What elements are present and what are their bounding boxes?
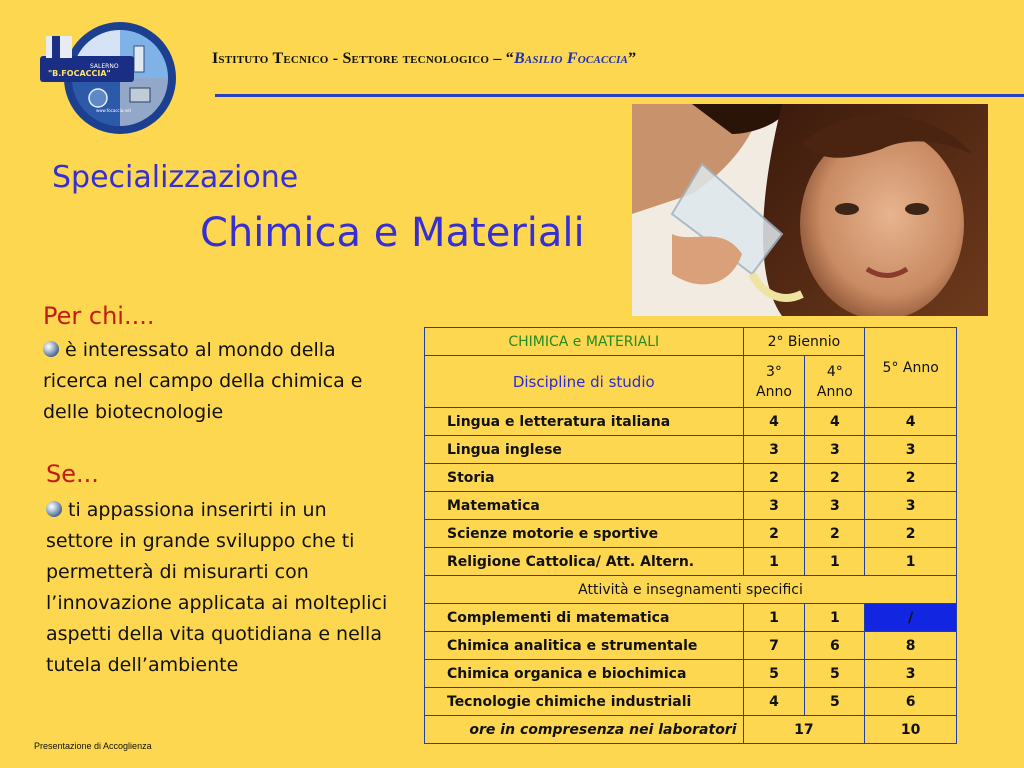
biennio-header: 2° Biennio bbox=[743, 328, 865, 356]
fifth-year-hours: 1 bbox=[865, 548, 957, 576]
fifth-year-hours: 3 bbox=[865, 492, 957, 520]
fifth-year-hours: 8 bbox=[865, 632, 957, 660]
subject-cell: Tecnologie chimiche industriali bbox=[425, 688, 744, 716]
subject-cell: Chimica analitica e strumentale bbox=[425, 632, 744, 660]
students-lab-photo bbox=[632, 104, 988, 316]
table-row bbox=[425, 464, 957, 492]
school-name: Basilio Focaccia bbox=[513, 50, 629, 67]
se-title: Se... bbox=[46, 460, 99, 488]
disciplines-header: Discipline di studio bbox=[425, 356, 744, 408]
table-row bbox=[425, 548, 957, 576]
table-row bbox=[425, 436, 957, 464]
table-row bbox=[425, 520, 957, 548]
fourth-year-hours: 4 bbox=[805, 408, 865, 436]
specific-subjects bbox=[425, 604, 957, 716]
fourth-year-hours: 2 bbox=[805, 520, 865, 548]
title-prefix: Istituto Tecnico - Settore tecnologico – “ bbox=[212, 50, 514, 67]
lab-hours-fifth: 10 bbox=[865, 716, 957, 744]
specific-label-row bbox=[425, 576, 957, 604]
third-year-hours: 3 bbox=[743, 492, 805, 520]
third-year-hours: 7 bbox=[743, 632, 805, 660]
table-row bbox=[425, 688, 957, 716]
common-subjects bbox=[425, 408, 957, 576]
table-row bbox=[425, 632, 957, 660]
specific-label: Attività e insegnamenti specifici bbox=[425, 576, 957, 604]
se-body: ti appassiona inserirti in un settore in grande sviluppo che ti permetterà di misurarti con l’innovazione applicata ai molteplici aspetti della vita quotidiana e nella tutela dell’ambiente bbox=[46, 499, 388, 676]
table-row bbox=[425, 492, 957, 520]
fifth-year-hours: 3 bbox=[865, 436, 957, 464]
fourth-year-hours: 1 bbox=[805, 604, 865, 632]
svg-text:SALERNO: SALERNO bbox=[90, 63, 119, 70]
fourth-year-header: 4° Anno bbox=[805, 356, 865, 408]
third-year-hours: 1 bbox=[743, 548, 805, 576]
subject-cell: Lingua inglese bbox=[425, 436, 744, 464]
fourth-year-hours: 5 bbox=[805, 660, 865, 688]
subject-cell: Religione Cattolica/ Att. Altern. bbox=[425, 548, 744, 576]
svg-text:www.focaccia.net: www.focaccia.net bbox=[96, 108, 132, 113]
table-row bbox=[425, 660, 957, 688]
subject-cell: Complementi di matematica bbox=[425, 604, 744, 632]
fifth-year-hours: 3 bbox=[865, 660, 957, 688]
third-year-hours: 3 bbox=[743, 436, 805, 464]
per-chi-text bbox=[43, 335, 383, 428]
fourth-year-hours: 1 bbox=[805, 548, 865, 576]
fifth-year-hours: 4 bbox=[865, 408, 957, 436]
third-year-hours: 5 bbox=[743, 660, 805, 688]
fourth-year-hours: 2 bbox=[805, 464, 865, 492]
fourth-year-hours: 5 bbox=[805, 688, 865, 716]
title-suffix: ” bbox=[628, 50, 637, 67]
subject-cell: Lingua e letteratura italiana bbox=[425, 408, 744, 436]
curriculum-table bbox=[424, 327, 957, 744]
fifth-year-hours: 2 bbox=[865, 520, 957, 548]
fifth-year-hours: 2 bbox=[865, 464, 957, 492]
per-chi-title: Per chi.... bbox=[43, 302, 155, 330]
per-chi-body: è interessato al mondo della ricerca nel campo della chimica e delle biotecnologie bbox=[43, 339, 363, 423]
third-year-hours: 2 bbox=[743, 464, 805, 492]
third-year-hours: 1 bbox=[743, 604, 805, 632]
fifth-year-hours: / bbox=[865, 604, 957, 632]
fourth-year-hours: 6 bbox=[805, 632, 865, 660]
third-year-hours: 4 bbox=[743, 688, 805, 716]
lab-hours-row bbox=[425, 716, 957, 744]
subject-cell: Storia bbox=[425, 464, 744, 492]
course-title: Chimica e Materiali bbox=[200, 210, 585, 256]
subject-cell: Matematica bbox=[425, 492, 744, 520]
header-divider bbox=[215, 94, 1024, 97]
course-header: CHIMICA e MATERIALI bbox=[425, 328, 744, 356]
school-logo bbox=[38, 16, 178, 136]
specialization-heading: Specializzazione bbox=[52, 160, 299, 195]
svg-text:"B.FOCACCIA": "B.FOCACCIA" bbox=[48, 69, 111, 78]
lab-hours-label: ore in compresenza nei laboratori bbox=[425, 716, 744, 744]
fourth-year-hours: 3 bbox=[805, 436, 865, 464]
institute-title bbox=[212, 50, 636, 68]
globe-bullet-icon bbox=[46, 501, 62, 517]
table-header-row bbox=[425, 328, 957, 356]
table-row bbox=[425, 604, 957, 632]
se-text bbox=[46, 495, 390, 681]
subject-cell: Chimica organica e biochimica bbox=[425, 660, 744, 688]
fifth-year-header: 5° Anno bbox=[865, 328, 957, 408]
footer-text: Presentazione di Accoglienza bbox=[34, 741, 152, 751]
third-year-hours: 4 bbox=[743, 408, 805, 436]
table-row bbox=[425, 408, 957, 436]
third-year-header: 3° Anno bbox=[743, 356, 805, 408]
globe-bullet-icon bbox=[43, 341, 59, 357]
lab-hours-biennio: 17 bbox=[743, 716, 865, 744]
third-year-hours: 2 bbox=[743, 520, 805, 548]
fifth-year-hours: 6 bbox=[865, 688, 957, 716]
subject-cell: Scienze motorie e sportive bbox=[425, 520, 744, 548]
fourth-year-hours: 3 bbox=[805, 492, 865, 520]
